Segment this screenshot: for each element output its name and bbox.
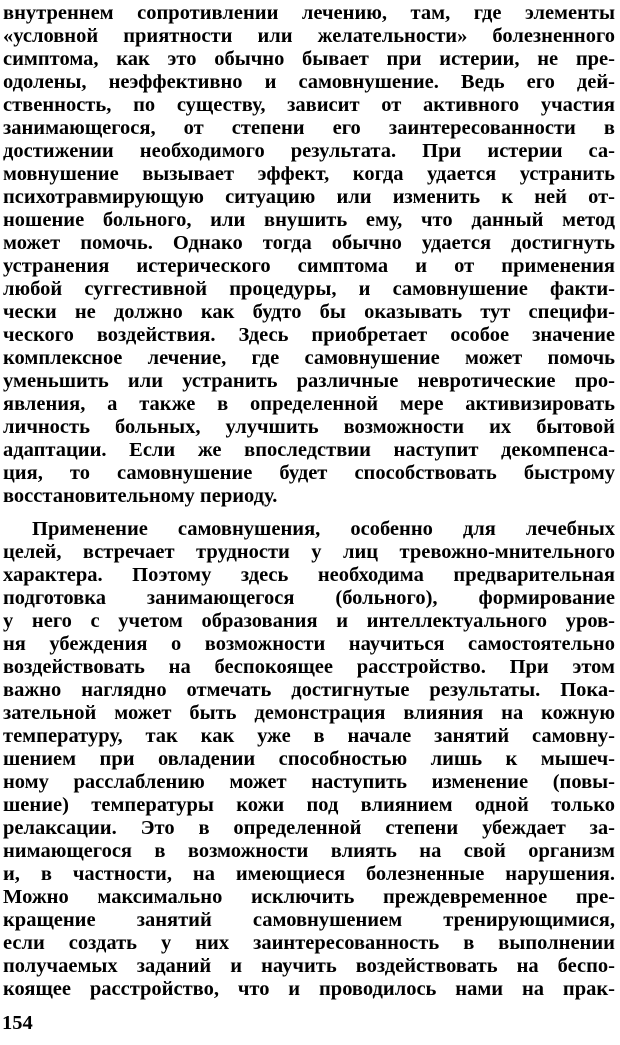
text-line: личность больных, улучшить возможности их бытовой xyxy=(3,416,615,438)
text-line: одолены, неэффективно и самовнушение. Ведь его дей- xyxy=(3,71,615,93)
text-line: любой суггестивной процедуры, и самовнушение факти- xyxy=(3,278,615,300)
text-line: шением при овладении способностью лишь к мышеч- xyxy=(3,748,615,770)
text-line: ция, то самовнушение будет способствовать быстрому xyxy=(3,462,615,484)
paragraph-first-line: Применение самовнушения, особенно для лечебных xyxy=(32,518,615,540)
text-line: адаптации. Если же впоследствии наступит декомпенса- xyxy=(3,439,615,461)
text-line: внутреннем сопротивлении лечению, там, где элементы xyxy=(3,2,615,24)
text-line: мовнушение вызывает эффект, когда удается устранить xyxy=(3,163,615,185)
text-line: нимающегося в возможности влиять на свой организм xyxy=(3,840,615,862)
text-line: релаксации. Это в определенной степени убеждает за- xyxy=(3,817,615,839)
text-line: у него с учетом образования и интеллектуального уров- xyxy=(3,610,615,632)
text-line: воздействовать на беспокоящее расстройство. При этом xyxy=(3,656,615,678)
text-line: ня убеждения о возможности научиться самостоятельно xyxy=(3,633,615,655)
text-line: шение) температуры кожи под влиянием одной только xyxy=(3,794,615,816)
text-line: ному расслаблению может наступить изменение (повы- xyxy=(3,771,615,793)
text-line: «условной приятности или желательности» болезненного xyxy=(3,25,615,47)
text-line: температуру, так как уже в начале занятий самовну- xyxy=(3,725,615,747)
text-line: получаемых заданий и научить воздействовать на беспо- xyxy=(3,955,615,977)
text-line: зательной может быть демонстрация влияния на кожную xyxy=(3,702,615,724)
text-line: ношение больного, или внушить ему, что данный метод xyxy=(3,209,615,231)
text-line: комплексное лечение, где самовнушение может помочь xyxy=(3,347,615,369)
text-line: может помочь. Однако тогда обычно удается достигнуть xyxy=(3,232,615,254)
text-line: кращение занятий самовнушением тренирующимися, xyxy=(3,909,615,931)
text-line: психотравмирующую ситуацию или изменить к ней от- xyxy=(3,186,615,208)
text-line: коящее расстройство, что и проводилось нами на прак- xyxy=(3,978,615,1000)
text-line: ческого воздействия. Здесь приобретает особое значение xyxy=(3,324,615,346)
text-line: явления, а также в определенной мере активизировать xyxy=(3,393,615,415)
text-line: целей, встречает трудности у лиц тревожно-мнительного xyxy=(3,541,615,563)
text-line: устранения истерического симптома и от применения xyxy=(3,255,615,277)
paragraph-last-line: восстановительному периоду. xyxy=(3,485,278,507)
text-line: характера. Поэтому здесь необходима предварительная xyxy=(3,564,615,586)
text-line: уменьшить или устранить различные невротические про- xyxy=(3,370,615,392)
text-line: подготовка занимающегося (больного), формирование xyxy=(3,587,615,609)
text-line: если создать у них заинтересованность в выполнении xyxy=(3,932,615,954)
text-line: занимающегося, от степени его заинтересованности в xyxy=(3,117,615,139)
text-line: ственность, по существу, зависит от активного участия xyxy=(3,94,615,116)
text-line: Можно максимально исключить преждевременное пре- xyxy=(3,886,615,908)
text-line: и, в частности, на имеющиеся болезненные нарушения. xyxy=(3,863,615,885)
text-line: важно наглядно отмечать достигнутые результаты. Пока- xyxy=(3,679,615,701)
text-line: симптома, как это обычно бывает при истерии, не пре- xyxy=(3,48,615,70)
text-line: чески не должно как будто бы оказывать тут специфи- xyxy=(3,301,615,323)
page-number: 154 xyxy=(2,1012,33,1034)
text-line: достижении необходимого результата. При истерии са- xyxy=(3,140,615,162)
